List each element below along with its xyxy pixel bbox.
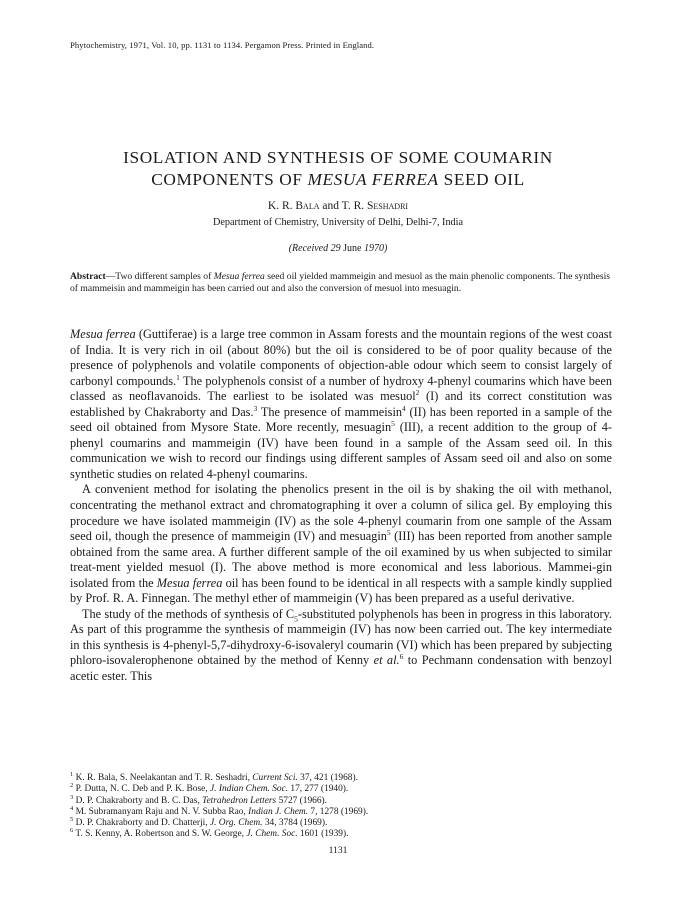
- journal-name: Tetrahedron Letters: [202, 795, 277, 806]
- species-name: Mesua ferrea: [156, 575, 223, 590]
- footnote-number: 2: [70, 782, 74, 790]
- title-text: COMPONENTS OF: [151, 170, 308, 189]
- author-surname: Bala: [295, 200, 320, 212]
- footnote-number: 6: [70, 827, 74, 835]
- received-month: June: [343, 243, 362, 254]
- text-run: (III) has been reported from another sample obtained from the same area. A further different sample of the oil examined by us when subjected to similar treat-ment yielded mesuol (I). The above method is more economical and less laborious. Mammei-gin isolated from the: [70, 529, 612, 590]
- text-run: (III), a recent addition to the group of 4-phenyl coumarins and mammeigin (IV) have been found in a sample of the Assam seed oil. In this communication we wish to record our findings using different samples of Assam seed oil and also on some synthetic studies on related 4-phenyl coumarins.: [70, 420, 612, 481]
- footnote-authors: D. P. Chakraborty and D. Chatterji,: [73, 818, 210, 829]
- footnote-authors: T. S. Kenny, A. Robertson and S. W. George,: [73, 829, 247, 840]
- title-species: MESUA FERREA: [307, 170, 439, 189]
- text-run: (II) has been reported in a sample of the seed oil obtained from Mysore State. More recently, mesuagin: [70, 404, 612, 435]
- text-run: The polyphenols consist of a number of hydroxy 4-phenyl coumarins which have been classed as neoflavanoids. The earliest to be isolated was mesuol: [70, 373, 612, 404]
- footnote-authors: K. R. Bala, S. Neelakantan and T. R. Seshadri,: [73, 773, 253, 783]
- text-run: A convenient method for isolating the phenolics present in the oil is by shaking the oil with methanol, concentrating the methanol extract and chromatographing it over a column of silica gel. By employing this procedure we have isolated mammeigin (IV) as the sole 4-phenyl coumarin from one sample of the Assam seed oil, though the presence of mammeigin (IV) and mesuagin: [70, 482, 612, 544]
- title-text: SEED OIL: [438, 170, 525, 189]
- reference-marker: 6: [399, 652, 404, 662]
- footnote: [70, 818, 612, 829]
- text-run: to Pechmann condensation with benzoyl acetic ester. This: [70, 653, 612, 684]
- journal-name: Current Sci.: [252, 773, 298, 783]
- body-text: [70, 327, 612, 685]
- footnote-citation: 34, 3784 (1969).: [262, 818, 328, 829]
- text-run: (Guttiferae) is a large tree common in Assam forests and the mountain regions of the west coast of India. It is very rich in oil (about 80%) but the oil is considered to be of poor quality because of the presence of polyphenols and volatile components of objection-able odour which seem to consist largely of carbonyl compounds.: [70, 327, 612, 388]
- footnote-number: 4: [70, 804, 74, 812]
- affiliation: Department of Chemistry, University of Delhi, Delhi-7, India: [212, 217, 463, 228]
- text-run: oil has been found to be identical in all respects with a sample kindly supplied by Prof. R. A. Finnegan. The methyl ether of mammeigin (V) has been prepared as a useful derivative.: [70, 575, 612, 606]
- reference-marker: 1: [176, 372, 180, 382]
- abstract-label: Abstract: [70, 271, 106, 282]
- journal-name: Indian J. Chem.: [248, 806, 309, 817]
- subscript: 5: [294, 614, 298, 624]
- abstract-text: —Two different samples of: [105, 271, 214, 282]
- journal-name: J. Chem. Soc.: [246, 829, 298, 840]
- et-al: et al.: [373, 653, 400, 668]
- abstract-species: Mesua ferrea: [213, 271, 265, 282]
- footnote-authors: D. P. Chakraborty and B. C. Das,: [73, 795, 203, 806]
- footnote-authors: P. Dutta, N. C. Deb and P. K. Bose,: [73, 784, 210, 795]
- reference-marker: 2: [415, 388, 420, 398]
- species-name: Mesua ferrea: [70, 327, 136, 341]
- paragraph: [70, 327, 612, 482]
- text-run: The study of the methods of synthesis of C: [82, 606, 295, 621]
- footnote-number: 5: [70, 816, 74, 824]
- reference-marker: 5: [391, 419, 395, 429]
- text-run: -substituted polyphenols has been in progress in this laboratory. As part of this programme the synthesis of mammeigin (IV) has now been carried out. The key intermediate in this synthesis is 4-phenyl-5,7-dihydroxy-6-isovaleryl coumarin (VI) which has been prepared by subjecting phloro-isovalerophenone obtained by the method of Kenny: [70, 606, 612, 668]
- text-run: The presence of mammeisin: [257, 404, 403, 419]
- abstract-text: seed oil yielded mammeigin and mesuol as the main phenolic components. The synthesis of mammeisin and mammeigin has been carried out and also the conversion of mesuol into mesuagin.: [70, 271, 610, 295]
- footnote-citation: 1601 (1939).: [297, 829, 349, 840]
- paragraph: [70, 607, 612, 685]
- footnote-number: 3: [70, 793, 74, 801]
- footnote-citation: 17, 277 (1940).: [288, 784, 349, 795]
- reference-marker: 3: [253, 403, 258, 413]
- footnote: [70, 829, 612, 840]
- footnote-citation: 37, 421 (1968).: [297, 773, 358, 783]
- reference-marker: 4: [402, 403, 406, 413]
- text-run: (I) and its correct constitution was established by Chakraborty and Das.: [70, 389, 612, 419]
- abstract: [70, 271, 610, 296]
- journal-name: J. Org. Chem.: [209, 818, 263, 829]
- reference-marker: 5: [386, 528, 391, 538]
- footnote-citation: 7, 1278 (1969).: [308, 806, 369, 817]
- author-surname: Seshadri: [367, 200, 409, 212]
- author-initials: K. R.: [267, 200, 296, 212]
- footnote-authors: M. Subramanyam Raju and N. V. Subba Rao,: [73, 806, 249, 817]
- footnote: [70, 784, 612, 795]
- footnote: [70, 804, 612, 818]
- footnote: [70, 793, 612, 807]
- running-header: Phytochemistry, 1971, Vol. 10, pp. 1131 to 1134. Pergamon Press. Printed in England.: [70, 40, 375, 50]
- journal-name: J. Indian Chem. Soc.: [209, 784, 289, 795]
- page-number: 1131: [328, 845, 348, 856]
- received-text: (Received 29: [288, 243, 344, 254]
- author-separator: and T. R.: [319, 200, 368, 212]
- authors: [40, 200, 636, 212]
- footnote: [70, 770, 612, 784]
- received-date: [40, 243, 636, 254]
- article-title-line-2: [40, 169, 636, 191]
- paragraph: [70, 482, 612, 606]
- footnote-number: 1: [70, 770, 74, 778]
- article-title-line-1: ISOLATION AND SYNTHESIS OF SOME COUMARIN: [123, 148, 553, 167]
- footnotes: [70, 770, 612, 841]
- received-text: 1970): [361, 243, 388, 254]
- footnote-citation: 5727 (1966).: [276, 795, 327, 806]
